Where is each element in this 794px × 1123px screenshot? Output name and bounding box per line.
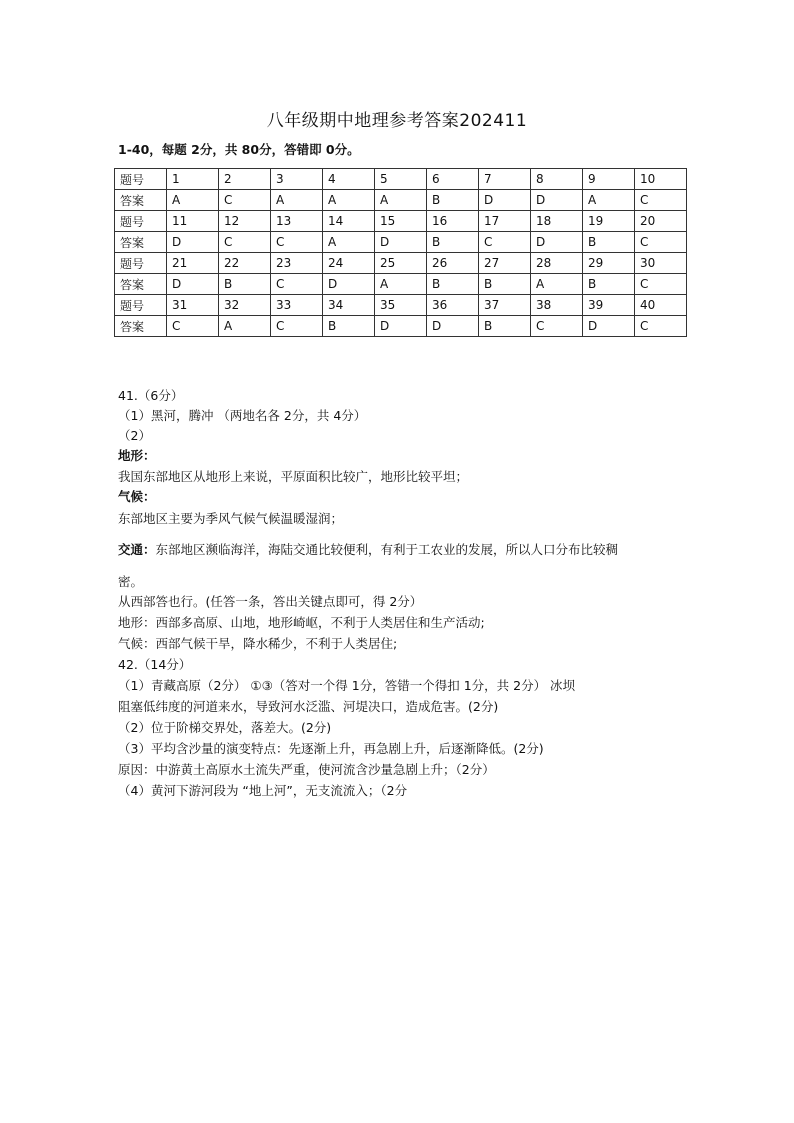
table-cell: D [323,274,375,295]
table-cell: B [427,274,479,295]
table-cell: B [479,274,531,295]
q41-part1: （1）黑河，腾冲 （两地名各 2分，共 4分） [118,408,367,423]
q41-part2: （2） [118,428,151,443]
table-cell: A [375,190,427,211]
table-cell: A [167,190,219,211]
table-cell: 39 [583,295,635,316]
table-cell: 29 [583,253,635,274]
q42-part4: （4）黄河下游河段为 “地上河”，无支流流入；（2分 [118,783,408,798]
table-cell: C [635,316,687,337]
table-cell: 34 [323,295,375,316]
q42-part2: （2）位于阶梯交界处，落差大。(2分) [118,720,332,735]
row-label: 答案 [115,190,167,211]
q41-climate-label: 气候： [118,489,156,504]
table-cell: 33 [271,295,323,316]
table-cell: 22 [219,253,271,274]
table-cell: 24 [323,253,375,274]
table-cell: A [531,274,583,295]
q42-heading: 42.（14分） [118,657,192,672]
table-cell: 5 [375,169,427,190]
q41-traffic-text-cont: 密。 [118,574,144,589]
q41-west-terrain: 地形：西部多高原、山地，地形崎岖，不利于人类居住和生产活动; [118,615,485,630]
table-cell: D [583,316,635,337]
table-cell: D [479,190,531,211]
table-row [115,190,687,211]
table-cell: D [375,316,427,337]
table-cell: C [271,274,323,295]
table-cell: B [219,274,271,295]
table-cell: 40 [635,295,687,316]
table-cell: 35 [375,295,427,316]
table-cell: 26 [427,253,479,274]
table-cell: 18 [531,211,583,232]
table-cell: 9 [583,169,635,190]
table-cell: 13 [271,211,323,232]
table-cell: 4 [323,169,375,190]
table-cell: 32 [219,295,271,316]
table-cell: 23 [271,253,323,274]
table-cell: 21 [167,253,219,274]
table-cell: 28 [531,253,583,274]
q41-traffic-label: 交通： [118,542,156,557]
table-cell: 27 [479,253,531,274]
table-cell: C [635,190,687,211]
table-cell: 7 [479,169,531,190]
table-cell: 12 [219,211,271,232]
table-cell: B [323,316,375,337]
table-cell: 15 [375,211,427,232]
row-label: 答案 [115,316,167,337]
table-cell: C [479,232,531,253]
table-cell: D [427,316,479,337]
table-cell: 25 [375,253,427,274]
page-title: 八年级期中地理参考答案202411 [266,111,528,131]
table-cell: A [583,190,635,211]
table-row [115,169,687,190]
table-row [115,211,687,232]
table-row [115,274,687,295]
table-cell: A [219,316,271,337]
table-cell: 17 [479,211,531,232]
q41-west-climate: 气候：西部气候干旱，降水稀少，不利于人类居住; [118,636,398,651]
table-cell: 37 [479,295,531,316]
table-cell: D [531,232,583,253]
q42-part3-reason: 原因：中游黄土高原水土流失严重，使河流含沙量急剧上升；（2分） [118,762,495,777]
table-cell: 6 [427,169,479,190]
q42-part3: （3）平均含沙量的演变特点：先逐渐上升，再急剧上升，后逐渐降低。(2分) [118,741,544,756]
table-cell: 3 [271,169,323,190]
intro-text: 1-40，每题 2分，共 80分，答错即 0分。 [118,142,360,157]
q41-terrain-text: 我国东部地区从地形上来说，平原面积比较广，地形比较平坦； [118,469,469,484]
q41-terrain-label: 地形： [118,448,156,463]
table-cell: B [427,232,479,253]
table-cell: B [583,274,635,295]
answer-table [114,168,687,337]
q41-west-note: 从西部答也行。(任答一条，答出关键点即可，得 2分） [118,594,423,609]
table-cell: 11 [167,211,219,232]
table-cell: C [531,316,583,337]
table-cell: B [427,190,479,211]
q42-part1-cont: 阻塞低纬度的河道来水，导致河水泛滥、河堤决口，造成危害。(2分) [118,699,499,714]
table-row [115,253,687,274]
table-cell: A [375,274,427,295]
table-cell: 16 [427,211,479,232]
table-cell: 1 [167,169,219,190]
row-label: 答案 [115,232,167,253]
table-cell: 10 [635,169,687,190]
q42-part1: （1）青藏高原（2分） ①③（答对一个得 1分，答错一个得扣 1分，共 2分） 冰坝 [118,678,576,693]
row-label: 题号 [115,253,167,274]
table-cell: A [323,232,375,253]
row-label: 题号 [115,169,167,190]
q41-traffic-text: 东部地区濒临海洋，海陆交通比较便利，有利于工农业的发展，所以人口分布比较稠 [155,542,619,557]
table-row [115,232,687,253]
table-cell: A [271,190,323,211]
row-label: 题号 [115,211,167,232]
table-cell: 2 [219,169,271,190]
table-cell: C [635,232,687,253]
table-cell: D [167,274,219,295]
table-cell: C [167,316,219,337]
table-cell: C [219,232,271,253]
table-cell: C [635,274,687,295]
table-cell: D [531,190,583,211]
row-label: 题号 [115,295,167,316]
table-cell: B [583,232,635,253]
table-cell: A [323,190,375,211]
table-cell: 31 [167,295,219,316]
q41-climate-text: 东部地区主要为季风气候气候温暖湿润； [118,511,344,526]
table-cell: 38 [531,295,583,316]
table-cell: 19 [583,211,635,232]
q41-heading: 41.（6分） [118,388,184,403]
table-cell: D [375,232,427,253]
table-cell: 36 [427,295,479,316]
table-row [115,295,687,316]
table-cell: C [271,316,323,337]
q41-traffic-row [118,540,618,558]
table-cell: C [219,190,271,211]
table-row [115,316,687,337]
table-cell: C [271,232,323,253]
table-cell: 30 [635,253,687,274]
row-label: 答案 [115,274,167,295]
table-cell: B [479,316,531,337]
table-cell: 20 [635,211,687,232]
table-cell: 14 [323,211,375,232]
table-cell: D [167,232,219,253]
table-cell: 8 [531,169,583,190]
